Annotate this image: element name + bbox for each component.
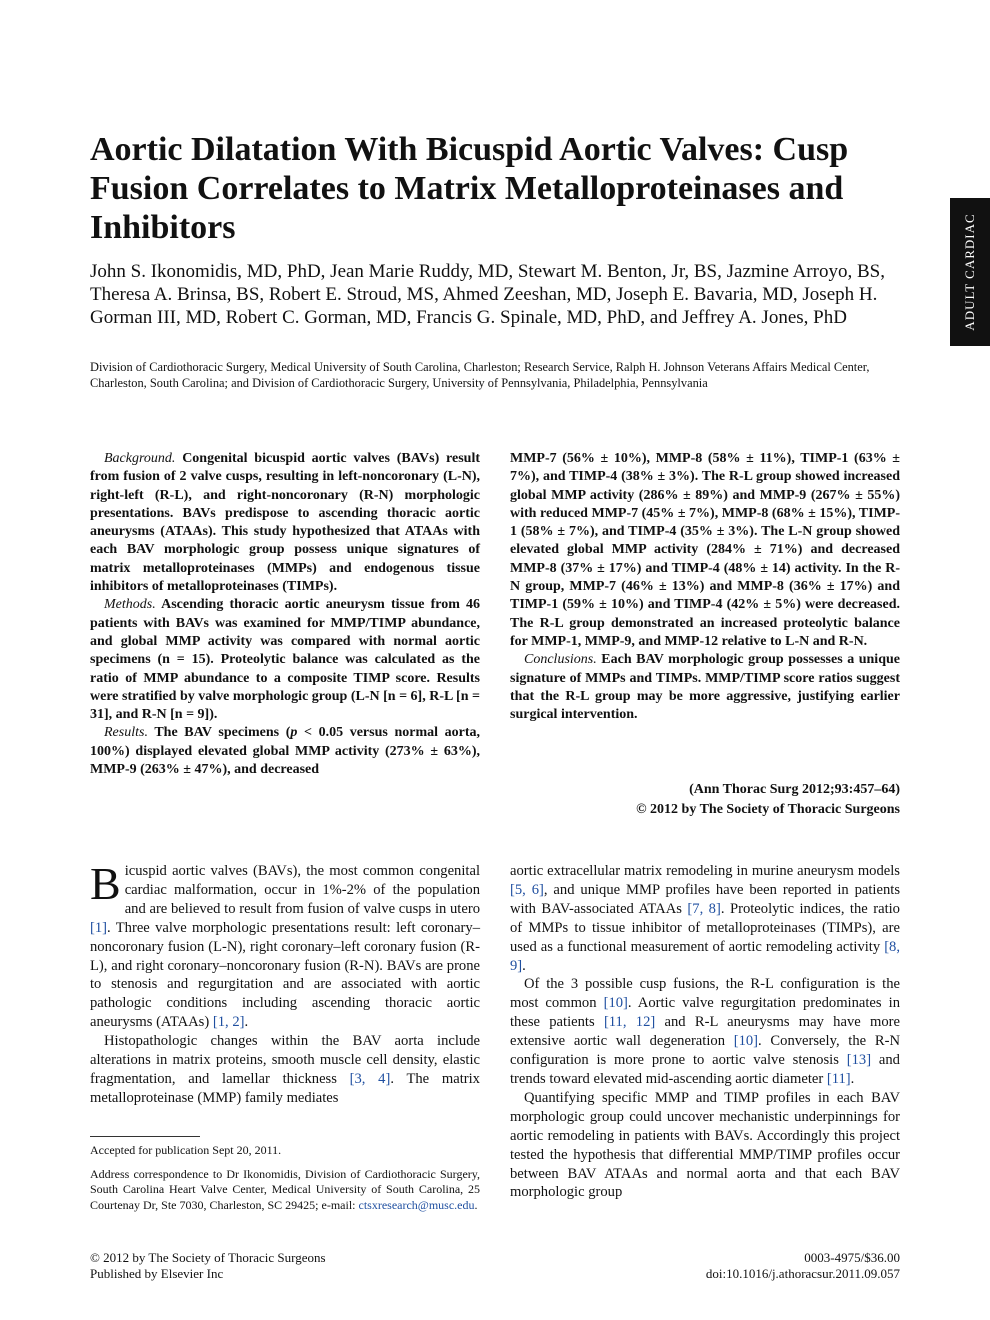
reference-link[interactable]: [1, 2]: [212, 1014, 245, 1031]
reference-link[interactable]: [5, 6]: [510, 881, 544, 898]
footer-doi: doi:10.1016/j.athoracsur.2011.09.057: [705, 1266, 900, 1281]
journal-citation: [510, 780, 900, 820]
body-paragraph: Bicuspid aortic valves (BAVs), the most common congenital cardiac malformation, occur in 1%-2% of the population and are believed to result from fusion of valve cusps in utero [1]. Three valve morphologic presentations result: left coronary–noncoronary fusion (L-N), right coronary–left coronary fusion (R-L), and right coronary–noncoronary fusion (R-N). BAVs are prone to stenosis and regurgitation and are associated with aortic pathologic conditions including ascending thoracic aortic aneurysms (ATAAs) [1, 2].: [90, 858, 480, 1031]
footer-issn-price: 0003-4975/$36.00: [804, 1250, 900, 1265]
body-paragraph: Histopathologic changes within the BAV aorta include alterations in matrix proteins, smooth muscle cell density, elastic fragmentation, and lamellar thickness [3, 4]. The matrix metalloproteinase (MMP) family mediates: [90, 1033, 480, 1106]
abstract-results-continued: MMP-7 (56% ± 10%), MMP-8 (58% ± 11%), TIMP-1 (63% ± 7%), and TIMP-4 (38% ± 3%). The R-L group showed increased global MMP activity (286% ± 89%) and MMP-9 (267% ± 55%) with reduced MMP-7 (45% ± 7%), MMP-8 (68% ± 15%), TIMP-1 (58% ± 7%), and TIMP-4 (35% ± 3%). The L-N group showed elevated global MMP activity (284% ± 71%) and decreased MMP-8 (37% ± 17%) and TIMP-4 (48% ± 14) activity. In the R-N group, MMP-7 (46% ± 13%) and MMP-8 (36% ± 17%) and TIMP-1 (59% ± 10%) and TIMP-4 (42% ± 5%) were decreased. The R-L group demonstrated an increased proteolytic balance for MMP-1, MMP-9, and MMP-12 relative to L-N and R-N.: [510, 451, 900, 649]
reference-link[interactable]: [1]: [90, 919, 108, 936]
footnotes: [90, 1143, 480, 1221]
footer-right: [500, 1250, 900, 1282]
accepted-note: Accepted for publication Sept 20, 2011.: [90, 1143, 282, 1157]
reference-link[interactable]: [8, 9]: [510, 938, 900, 974]
abstract-results-heading: Results.: [104, 725, 148, 741]
footnote-divider: [90, 1136, 200, 1137]
footer-left: [90, 1250, 490, 1282]
footer-copyright: © 2012 by The Society of Thoracic Surgeons: [90, 1250, 326, 1265]
abstract-conclusions-heading: Conclusions.: [524, 652, 597, 668]
reference-link[interactable]: [13]: [846, 1052, 872, 1069]
body-column-right: [510, 862, 900, 1202]
section-tab: [950, 198, 990, 346]
reference-link[interactable]: [11, 12]: [603, 1014, 656, 1031]
reference-link[interactable]: [11]: [826, 1070, 851, 1087]
abstract-column-left: [90, 450, 480, 779]
reference-link[interactable]: [10]: [603, 995, 628, 1012]
correspondence-note: Address correspondence to Dr Ikonomidis, Division of Cardiothoracic Surgery, South Carolina Heart Valve Center, Medical University of South Carolina, 25 Courtenay Dr, Ste 7030, Charleston, SC 29425; e-mail: ctsxresearch@musc.edu.: [90, 1166, 480, 1212]
footer-publisher: Published by Elsevier Inc: [90, 1266, 224, 1281]
abstract-background-heading: Background.: [104, 451, 176, 466]
reference-link[interactable]: [3, 4]: [349, 1070, 391, 1087]
reference-link[interactable]: [7, 8]: [687, 900, 721, 917]
body-paragraph: aortic extracellular matrix remodeling in murine aneurysm models [5, 6], and unique MMP profiles have been reported in patients with BAV-associated ATAAs [7, 8]. Proteolytic indices, the ratio of MMPs to tissue inhibitor of metalloproteinases (TIMPs), are used as a functional measurement of aortic remodeling activity [8, 9].: [510, 863, 900, 974]
email-link[interactable]: ctsxresearch@musc.edu: [358, 1197, 475, 1212]
citation-reference: (Ann Thorac Surg 2012;93:457–64): [689, 782, 900, 797]
body-column-left: [90, 858, 480, 1108]
abstract-background: Background. Congenital bicuspid aortic valves (BAVs) result from fusion of 2 valve cusps, resulting in left-noncoronary (L-N), right-left (R-L), and right-noncoronary (R-N) morphologic presentations. BAVs predispose to ascending thoracic aortic aneurysms (ATAAs). This study hypothesized that ATAAs with each BAV morphologic group possess unique signatures of matrix metalloproteinases (MMPs) and endogenous tissue inhibitors of metalloproteinases (TIMPs).: [90, 451, 480, 595]
abstract-column-right: [510, 450, 900, 724]
author-list: John S. Ikonomidis, MD, PhD, Jean Marie Ruddy, MD, Stewart M. Benton, Jr, BS, Jazmine Arroyo, BS, Theresa A. Brinsa, BS, Robert E. Stroud, MS, Ahmed Zeeshan, MD, Joseph E. Bavaria, MD, Joseph H. Gorman III, MD, Robert C. Gorman, MD, Francis G. Spinale, MD, PhD, and Jeffrey A. Jones, PhD: [90, 261, 885, 328]
body-paragraph: Quantifying specific MMP and TIMP profiles in each BAV morphologic group could uncover mechanistic underpinnings for aortic remodeling in patients with BAVs. Accordingly this project tested the hypothesis that differential MMP/TIMP profiles occur between BAV ATAAs and normal aorta and that each BAV morphologic group: [510, 1089, 900, 1201]
article-title: Aortic Dilatation With Bicuspid Aortic Valves: Cusp Fusion Correlates to Matrix Metalloproteinases and Inhibitors: [90, 131, 849, 246]
drop-cap: B: [90, 858, 121, 909]
abstract-conclusions: Conclusions. Each BAV morphologic group possesses a unique signature of MMPs and TIMPs. MMP/TIMP score ratios suggest that the R-L group may be more aggressive, justifying earlier surgical intervention.: [510, 652, 900, 723]
section-tab-label: ADULT CARDIAC: [962, 213, 977, 331]
body-paragraph: Of the 3 possible cusp fusions, the R-L configuration is the most common [10]. Aortic valve regurgitation predominates in these patients [11, 12] and R-L aneurysms may have more extensive aortic wall degeneration [10]. Conversely, the R-N configuration is more prone to aortic valve stenosis [13] and trends toward elevated mid-ascending aortic diameter [11].: [510, 976, 900, 1087]
abstract-results: Results. The BAV specimens (p < 0.05 versus normal aorta, 100%) displayed elevated global MMP activity (273% ± 63%), MMP-9 (263% ± 47%), and decreased: [90, 725, 480, 778]
abstract-methods-heading: Methods.: [104, 597, 156, 613]
abstract-methods: Methods. Ascending thoracic aortic aneurysm tissue from 46 patients with BAVs was examined for MMP/TIMP abundance, and global MMP activity was compared with normal aortic specimens (n = 15). Proteolytic balance was calculated as the ratio of MMP abundance to a composite TIMP score. Results were stratified by valve morphologic group (L-N [n = 6], R-L [n = 31], and R-N [n = 9]).: [90, 597, 480, 723]
reference-link[interactable]: [10]: [733, 1033, 759, 1050]
citation-copyright: © 2012 by The Society of Thoracic Surgeons: [636, 802, 900, 817]
affiliation: Division of Cardiothoracic Surgery, Medical University of South Carolina, Charleston; Research Service, Ralph H. Johnson Veterans Affairs Medical Center, Charleston, South Carolina; and Division of Cardiothoracic Surgery, University of Pennsylvania, Philadelphia, Pennsylvania: [90, 360, 870, 390]
